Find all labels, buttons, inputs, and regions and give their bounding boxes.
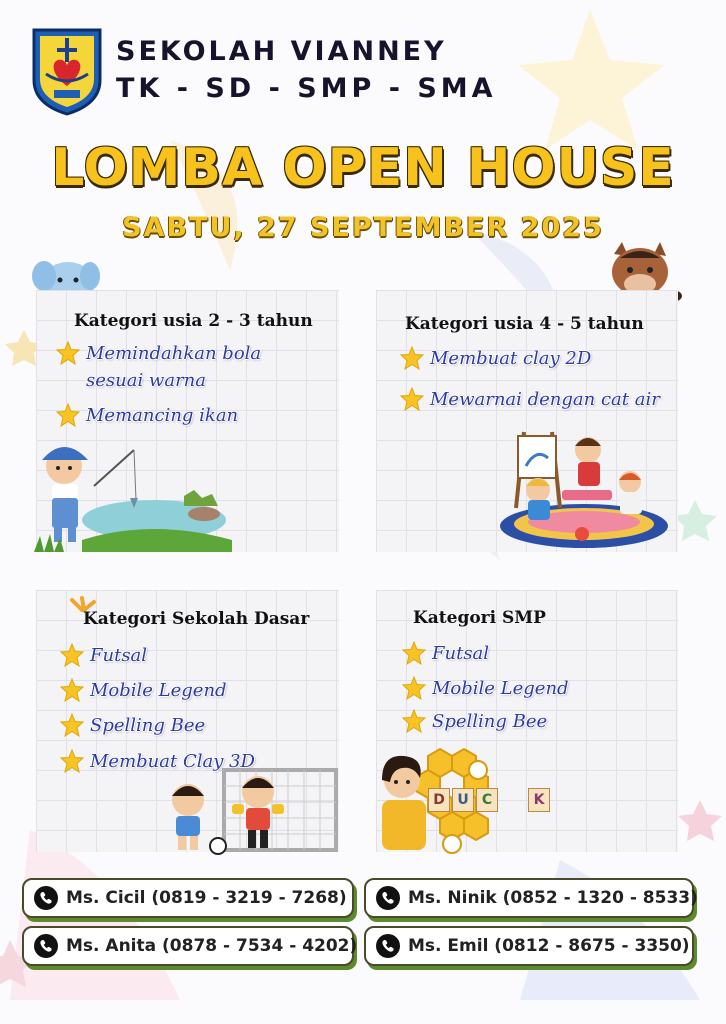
phone-icon <box>376 934 400 958</box>
list-item <box>56 402 238 429</box>
item-text: Futsal <box>432 643 490 664</box>
phone-icon <box>34 886 58 910</box>
star-icon <box>56 403 80 427</box>
list-item <box>400 345 591 372</box>
letter-block: D <box>428 788 450 812</box>
letter-block: U <box>452 788 474 812</box>
item-text: Futsal <box>90 645 148 666</box>
item-text: Mobile Legend <box>432 678 569 699</box>
contact-anita[interactable] <box>22 926 358 966</box>
fishing-kid-illustration <box>34 436 234 552</box>
item-text: Memancing ikan <box>86 405 239 426</box>
phone-icon <box>376 886 400 910</box>
letter-block: K <box>528 788 550 812</box>
star-icon <box>60 749 84 773</box>
item-text: Mobile Legend <box>90 680 227 701</box>
contact-text: Ms. Anita (0878 - 7534 - 4202) <box>66 936 358 956</box>
list-item <box>402 640 489 667</box>
star-icon <box>400 346 424 370</box>
star-icon <box>400 387 424 411</box>
list-item <box>400 386 660 413</box>
event-date: SABTU, 27 SEPTEMBER 2025 <box>122 212 604 243</box>
contact-text: Ms. Ninik (0852 - 1320 - 8533) <box>408 888 698 908</box>
contact-ninik[interactable] <box>364 878 698 918</box>
category-title: Kategori usia 4 - 5 tahun <box>405 314 644 334</box>
item-text: Spelling Bee <box>432 711 548 732</box>
category-title: Kategori SMP <box>413 608 546 628</box>
item-text: sesuai warna <box>86 370 206 391</box>
star-icon <box>60 678 84 702</box>
event-title: LOMBA OPEN HOUSE <box>51 138 675 198</box>
contact-cicil[interactable] <box>22 878 354 918</box>
contact-emil[interactable] <box>364 926 694 966</box>
list-item <box>60 712 205 739</box>
futsal-kids-illustration <box>160 764 340 858</box>
item-text: Membuat clay 2D <box>430 348 592 369</box>
contact-text: Ms. Cicil (0819 - 3219 - 7268) <box>66 888 347 908</box>
school-header <box>28 24 497 116</box>
list-item <box>60 677 227 704</box>
painting-kids-illustration <box>498 428 670 550</box>
item-text: Mewarnai dengan cat air <box>430 389 660 410</box>
category-title: Kategori Sekolah Dasar <box>83 609 310 629</box>
category-title: Kategori usia 2 - 3 tahun <box>74 311 313 331</box>
list-item <box>56 340 261 394</box>
list-item <box>60 642 147 669</box>
item-text: Membuat Clay 3D <box>90 751 255 772</box>
star-icon <box>60 643 84 667</box>
duck-blocks <box>428 788 550 812</box>
list-item <box>402 675 569 702</box>
list-item <box>402 708 547 735</box>
letter-block: C <box>476 788 498 812</box>
school-logo-icon <box>28 24 106 116</box>
star-icon <box>56 341 80 365</box>
star-icon <box>402 676 426 700</box>
star-icon <box>402 641 426 665</box>
star-icon <box>60 713 84 737</box>
item-text: Memindahkan bola <box>86 343 262 364</box>
phone-icon <box>34 934 58 958</box>
contact-text: Ms. Emil (0812 - 8675 - 3350) <box>408 936 690 956</box>
item-text: Spelling Bee <box>90 715 206 736</box>
school-name: SEKOLAH VIANNEY <box>116 35 447 67</box>
star-icon <box>402 709 426 733</box>
school-levels: TK - SD - SMP - SMA <box>116 72 497 104</box>
